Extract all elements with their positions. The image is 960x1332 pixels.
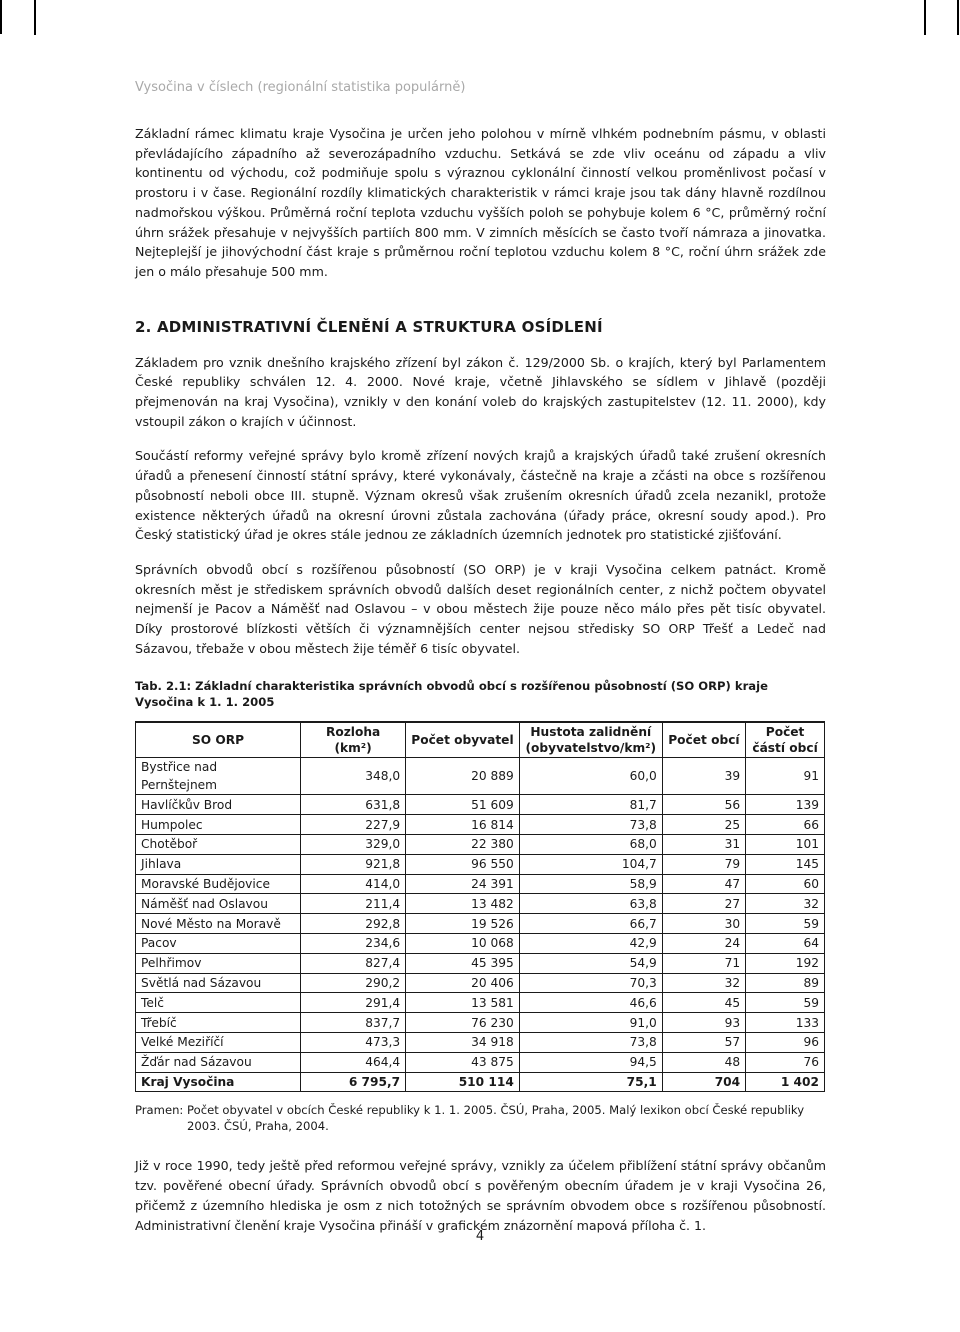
table-row xyxy=(136,835,825,855)
table-cell-value: 75,1 xyxy=(519,1072,662,1092)
table-cell-value: 6 795,7 xyxy=(301,1072,406,1092)
table-cell-value: 34 918 xyxy=(406,1033,520,1053)
table-cell-value: 290,2 xyxy=(301,973,406,993)
page-number: 4 xyxy=(475,1229,485,1244)
table-cell-name: Pelhřimov xyxy=(136,953,301,973)
table-cell-value: 73,8 xyxy=(519,815,662,835)
table-cell-value: 91,0 xyxy=(519,1013,662,1033)
table-cell-value: 1 402 xyxy=(746,1072,825,1092)
table-cell-value: 60,0 xyxy=(519,758,662,795)
table-cell-value: 76 230 xyxy=(406,1013,520,1033)
body-paragraph: Správních obvodů obcí s rozšířenou působností (SO ORP) je v kraji Vysočina celkem patnáct. Kromě okresních měst je střediskem správních obvodů dalších deset regionálních center, z nichž počtem obyvatel nejmenší je Pacov a Náměšť nad Oslavou – v obou městech žije pouze něco málo přes pět tisíc obyvatel. Díky prostorové blízkosti větších či významnějších center nejsou středisky SO ORP Třešť a Ledeč nad Sázavou, třebaže v obou městech žije téměř 6 tisíc obyvatel. xyxy=(135,561,826,656)
table-cell-value: 39 xyxy=(662,758,745,795)
table-cell-name: Velké Meziříčí xyxy=(136,1033,301,1053)
table-cell-value: 19 526 xyxy=(406,914,520,934)
table-cell-value: 234,6 xyxy=(301,934,406,954)
table-cell-value: 145 xyxy=(746,854,825,874)
table-cell-value: 66,7 xyxy=(519,914,662,934)
table-cell-value: 101 xyxy=(746,835,825,855)
table-cell-name: Jihlava xyxy=(136,854,301,874)
table-cell-value: 73,8 xyxy=(519,1033,662,1053)
table-row xyxy=(136,894,825,914)
table-cell-value: 94,5 xyxy=(519,1052,662,1072)
table-cell-value: 25 xyxy=(662,815,745,835)
table-cell-value: 89 xyxy=(746,973,825,993)
table-cell-name: Třebíč xyxy=(136,1013,301,1033)
body-paragraph: Součástí reformy veřejné správy bylo kromě zřízení nových krajů a krajských úřadů také zrušení okresních úřadů a přenesení činností státní správy, které vykonávaly, částečně na kraje a zčásti na obce s rozšířenou působností neboli obce III. stupně. Význam okresů však zrušením okresních úřadů zcela nezanikl, protože existence některých úřadů na okresní úrovni zůstala zachována (úřady práce, okresní soudy apod.). Pro Český statistický úřad je okres stále jednou ze základních územních jednotek pro statistické zjišťování. xyxy=(135,448,826,543)
table-cell-name: Chotěboř xyxy=(136,835,301,855)
table-cell-name: Havlíčkův Brod xyxy=(136,795,301,815)
crop-mark xyxy=(0,33,2,34)
table-cell-value: 13 482 xyxy=(406,894,520,914)
table-cell-value: 211,4 xyxy=(301,894,406,914)
table-cell-value: 46,6 xyxy=(519,993,662,1013)
table-row xyxy=(136,815,825,835)
crop-mark xyxy=(0,0,2,34)
table-cell-value: 329,0 xyxy=(301,835,406,855)
table-row xyxy=(136,758,825,795)
table-cell-value: 464,4 xyxy=(301,1052,406,1072)
running-head: Vysočina v číslech (regionální statistika populárně) xyxy=(135,80,466,95)
table-cell-value: 54,9 xyxy=(519,953,662,973)
table-cell-value: 921,8 xyxy=(301,854,406,874)
table-cell-value: 91 xyxy=(746,758,825,795)
table-row xyxy=(136,973,825,993)
table-cell-value: 24 xyxy=(662,934,745,954)
table-cell-value: 64 xyxy=(746,934,825,954)
table-row xyxy=(136,914,825,934)
table-cell-value: 13 581 xyxy=(406,993,520,1013)
table-cell-value: 59 xyxy=(746,993,825,1013)
table-total-row xyxy=(136,1072,825,1092)
table-cell-value: 227,9 xyxy=(301,815,406,835)
crop-mark xyxy=(34,0,36,35)
column-header: Hustota zalidnění (obyvatelstvo/km²) xyxy=(519,722,662,758)
table-row xyxy=(136,795,825,815)
table-cell-value: 59 xyxy=(746,914,825,934)
table-cell-value: 51 609 xyxy=(406,795,520,815)
table-cell-value: 827,4 xyxy=(301,953,406,973)
page-content xyxy=(135,124,826,1235)
table-cell-name: Telč xyxy=(136,993,301,1013)
crop-mark xyxy=(924,0,926,35)
table-cell-value: 10 068 xyxy=(406,934,520,954)
table-row xyxy=(136,953,825,973)
table-cell-value: 45 xyxy=(662,993,745,1013)
section-heading: 2. ADMINISTRATIVNÍ ČLENĚNÍ A STRUKTURA OSÍDLENÍ xyxy=(135,317,603,336)
table-row xyxy=(136,1013,825,1033)
table-body xyxy=(136,758,825,1092)
table-cell-name: Pacov xyxy=(136,934,301,954)
column-header: SO ORP xyxy=(136,722,301,758)
table-cell-value: 56 xyxy=(662,795,745,815)
column-header: Počet obcí xyxy=(662,722,745,758)
table-row xyxy=(136,874,825,894)
table-cell-value: 510 114 xyxy=(406,1072,520,1092)
table-cell-value: 45 395 xyxy=(406,953,520,973)
table-cell-name: Kraj Vysočina xyxy=(136,1072,301,1092)
table-cell-value: 70,3 xyxy=(519,973,662,993)
table-cell-value: 96 550 xyxy=(406,854,520,874)
table-cell-value: 133 xyxy=(746,1013,825,1033)
table-cell-value: 292,8 xyxy=(301,914,406,934)
table-row xyxy=(136,854,825,874)
closing-paragraph: Již v roce 1990, tedy ještě před reformou veřejné správy, vznikly za účelem přiblížení státní správy občanům tzv. pověřené obecní úřady. Správních obvodů obcí s pověřeným obecním úřadem je v kraji Vysočina 26, přičemž z územního hlediska je osm z nich totožných se správním obvodem obce s rozšířenou působností. Administrativní členění kraje Vysočina přináší v grafickém znázornění mapová příloha č. 1. xyxy=(135,1158,826,1233)
table-cell-value: 104,7 xyxy=(519,854,662,874)
table-cell-value: 139 xyxy=(746,795,825,815)
table-cell-value: 66 xyxy=(746,815,825,835)
table-cell-value: 58,9 xyxy=(519,874,662,894)
table-cell-value: 631,8 xyxy=(301,795,406,815)
table-cell-value: 20 406 xyxy=(406,973,520,993)
table-cell-name: Humpolec xyxy=(136,815,301,835)
table-row xyxy=(136,1052,825,1072)
column-header: Počet částí obcí xyxy=(746,722,825,758)
table-cell-value: 32 xyxy=(662,973,745,993)
table-cell-value: 68,0 xyxy=(519,835,662,855)
table-cell-value: 192 xyxy=(746,953,825,973)
table-cell-value: 31 xyxy=(662,835,745,855)
table-cell-value: 76 xyxy=(746,1052,825,1072)
table-cell-name: Bystřice nad Pernštejnem xyxy=(136,758,301,795)
table-row xyxy=(136,993,825,1013)
column-header: Počet obyvatel xyxy=(406,722,520,758)
crop-mark xyxy=(957,0,959,35)
table-cell-value: 32 xyxy=(746,894,825,914)
table-cell-value: 20 889 xyxy=(406,758,520,795)
table-cell-value: 71 xyxy=(662,953,745,973)
table-cell-name: Náměšť nad Oslavou xyxy=(136,894,301,914)
so-orp-table xyxy=(135,721,825,1092)
table-caption: Tab. 2.1: Základní charakteristika správních obvodů obcí s rozšířenou působností (SO ORP) kraje Vysočina k 1. 1. 2005 xyxy=(135,679,768,710)
table-cell-value: 93 xyxy=(662,1013,745,1033)
table-header-row xyxy=(136,722,825,758)
table-row xyxy=(136,934,825,954)
table-cell-value: 22 380 xyxy=(406,835,520,855)
table-cell-name: Moravské Budějovice xyxy=(136,874,301,894)
table-cell-name: Světlá nad Sázavou xyxy=(136,973,301,993)
body-paragraph: Základem pro vznik dnešního krajského zřízení byl zákon č. 129/2000 Sb. o krajích, který byl Parlamentem České republiky schválen 12. 4. 2000. Nové kraje, včetně Jihlavského se sídlem v Jihlavě (později přejmenován na kraj Vysočina), vznikly v den konání voleb do krajských zastupitelstev (12. 11. 2000), kdy vstoupil zákon o krajích v účinnost. xyxy=(135,354,826,429)
table-cell-value: 291,4 xyxy=(301,993,406,1013)
column-header: Rozloha (km²) xyxy=(301,722,406,758)
table-cell-value: 27 xyxy=(662,894,745,914)
table-cell-value: 704 xyxy=(662,1072,745,1092)
table-source: Pramen: Počet obyvatel v obcích České republiky k 1. 1. 2005. ČSÚ, Praha, 2005. Malý lexikon obcí České republiky 2003. ČSÚ, Praha, 2004. xyxy=(135,1103,805,1134)
table-cell-value: 48 xyxy=(662,1052,745,1072)
table-cell-value: 837,7 xyxy=(301,1013,406,1033)
table-cell-value: 24 391 xyxy=(406,874,520,894)
table-cell-name: Žďár nad Sázavou xyxy=(136,1052,301,1072)
intro-paragraph: Základní rámec klimatu kraje Vysočina je určen jeho polohou v mírně vlhkém podnebním pásmu, v oblasti převládajícího západního až severozápadního vzduchu. Setkává se zde vliv oceánu od západu a vliv kontinentu od východu, což podmiňuje spolu s výraznou cyklonální činností velkou proměnlivost počasí v prostoru i v čase. Regionální rozdíly klimatických charakteristik v rámci kraje jsou tak dány hlavně rozdílnou nadmořskou výškou. Průměrná roční teplota vzduchu vyšších poloh se pohybuje kolem 6 °C, průměrný roční úhrn srážek přesahuje v nejvyšších partiích 800 mm. V zimních měsících se často tvoří námraza a jinovatka. Nejteplejší je jihovýchodní část kraje s průměrnou roční teplotou vzduchu kolem 8 °C, roční úhrn srážek zde jen o málo přesahuje 500 mm. xyxy=(135,126,826,279)
table-cell-value: 60 xyxy=(746,874,825,894)
table-cell-value: 81,7 xyxy=(519,795,662,815)
table-cell-value: 47 xyxy=(662,874,745,894)
table-cell-value: 63,8 xyxy=(519,894,662,914)
table-row xyxy=(136,1033,825,1053)
table-cell-value: 348,0 xyxy=(301,758,406,795)
table-cell-value: 96 xyxy=(746,1033,825,1053)
table-cell-value: 16 814 xyxy=(406,815,520,835)
table-cell-value: 57 xyxy=(662,1033,745,1053)
table-cell-value: 43 875 xyxy=(406,1052,520,1072)
table-cell-name: Nové Město na Moravě xyxy=(136,914,301,934)
table-cell-value: 42,9 xyxy=(519,934,662,954)
table-cell-value: 30 xyxy=(662,914,745,934)
table-cell-value: 79 xyxy=(662,854,745,874)
table-cell-value: 414,0 xyxy=(301,874,406,894)
table-cell-value: 473,3 xyxy=(301,1033,406,1053)
